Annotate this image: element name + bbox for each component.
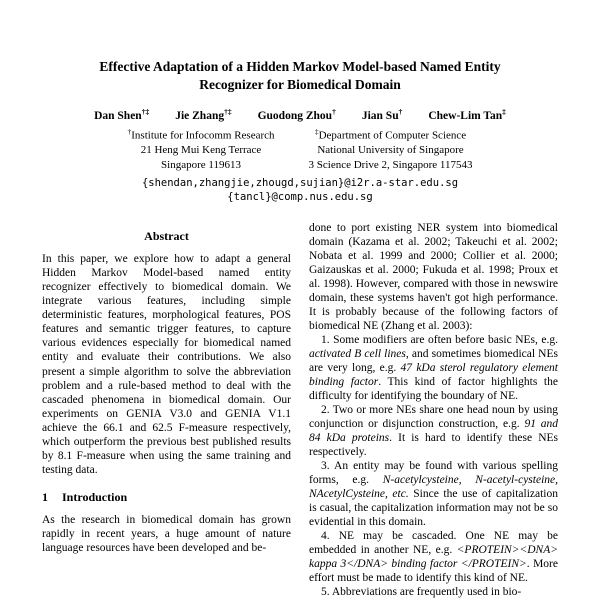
affiliation-line: ‡Department of Computer Science	[314, 127, 467, 142]
affiliation-block	[309, 127, 473, 172]
author: Dan Shen†‡	[94, 107, 150, 123]
paragraph: done to port existing NER system into biomedical domain (Kazama et al. 2002; Takeuchi et al. 2002; Nobata et al. 1999 and 2000; Collier et al. 2000; Gaizauskas et al. 2000; Fukuda et al. 1998; Proux et al. 1998). However, compared with those in newswire domain, these systems haven't got high performance. It is probably because of the following factors of biomedical NE (Zhang et al. 2003):	[309, 221, 558, 332]
paper-title: Effective Adaptation of a Hidden Markov Model-based Named Entity Recognizer for Biomedical Domain	[99, 59, 501, 93]
section-title: Introduction	[62, 489, 128, 504]
author-affil-mark: †	[332, 107, 336, 117]
affiliation-line: 3 Science Drive 2, Singapore 117543	[308, 158, 473, 171]
affiliation-line: National University of Singapore	[317, 144, 464, 157]
author-affil-mark: †‡	[141, 107, 150, 117]
author-line	[42, 107, 558, 122]
section-number: 1	[42, 489, 48, 504]
author-affil-mark: ‡	[502, 107, 506, 117]
right-column	[309, 221, 558, 599]
paragraph: 2. Two or more NEs share one head noun by using conjunction or disjunction construction, e.g. 91 and 84 kDa proteins. It is hard to identify these NEs respectively.	[309, 403, 559, 458]
body-columns	[42, 221, 558, 599]
abstract-heading: Abstract	[144, 228, 189, 243]
paragraph: 1. Some modifiers are often before basic NEs, e.g. activated B cell lines, and sometimes biomedical NEs are very long, e.g. 47 kDa sterol regulatory element binding factor. This kind of factor highlights the difficulty for identifying the boundary of NE.	[309, 333, 558, 402]
paragraph: 4. NE may be cascaded. One NE may be embedded in another NE, e.g. <PROTEIN><DNA> kappa 3</DNA> binding factor </PROTEIN>. More effort must be made to identify this kind of NE.	[309, 530, 558, 585]
author: Jian Su†	[361, 107, 403, 123]
email-block	[42, 177, 558, 204]
paragraph: 5. Abbreviations are frequently used in bio-	[321, 586, 522, 599]
affiliation-line: Singapore 119613	[161, 158, 241, 171]
author: Jie Zhang†‡	[175, 107, 232, 123]
author: Guodong Zhou†	[257, 107, 336, 123]
intro-paragraph: As the research in biomedical domain has grown rapidly in recent years, a huge amount of nature language resources have been developed and be-	[42, 514, 291, 555]
author-affil-mark: †	[398, 107, 403, 117]
left-column	[42, 221, 291, 599]
affiliations	[42, 127, 558, 172]
section-heading-introduction	[42, 490, 291, 505]
paragraph: 3. An entity may be found with various spelling forms, e.g. N-acetylcysteine, N-acetyl-cysteine, NAcetylCysteine, etc. Since the use of capitalization is casual, the capitalization information may not be so evidential in this domain.	[309, 460, 558, 529]
affiliation-block	[128, 127, 275, 172]
abstract-text: In this paper, we explore how to adapt a general Hidden Markov Model-based named entity recognizer effectively to biomedical domain. We integrate various features, including simple deterministic features, morphological features, POS features and semantic trigger features, to capture various evidences especially for biomedical named entity and evaluate their contributions. We also present a simple algorithm to solve the abbreviation problem and a rule-based method to deal with the cascaded phenomena in biomedical domain. Our experiments on GENIA V3.0 and GENIA V1.1 achieve the 66.1 and 62.5 F-measure respectively, which outperform the previous best published results by 8.1 F-measure when using the same training and testing data.	[42, 253, 291, 476]
author-affil-mark: †‡	[224, 107, 232, 117]
affiliation-line: †Institute for Infocomm Research	[127, 127, 275, 142]
author: Chew-Lim Tan‡	[428, 107, 506, 123]
email-line: {shendan,zhangjie,zhougd,sujian}@i2r.a-star.edu.sg	[141, 177, 459, 190]
affiliation-line: 21 Heng Mui Keng Terrace	[140, 144, 262, 157]
email-line: {tancl}@comp.nus.edu.sg	[227, 191, 373, 204]
